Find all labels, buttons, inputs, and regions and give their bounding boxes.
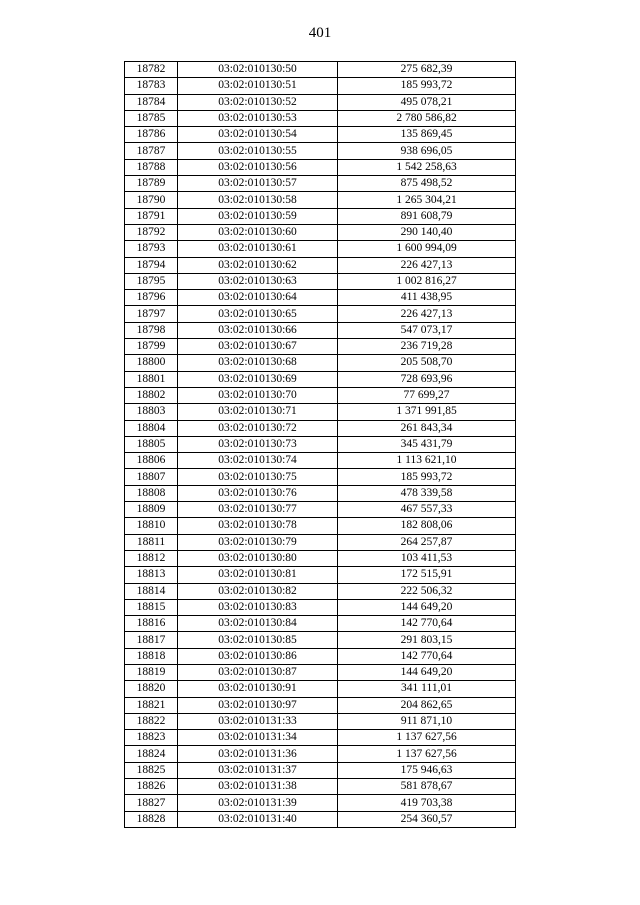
cadastral-number-cell: 03:02:010130:76: [178, 485, 338, 501]
table-row: [125, 534, 516, 550]
cadastral-number-cell: 03:02:010130:91: [178, 681, 338, 697]
cadastral-number-cell: 03:02:010130:67: [178, 339, 338, 355]
table-row: [125, 502, 516, 518]
row-number-cell: 18819: [125, 664, 178, 680]
cadastral-number-cell: 03:02:010130:54: [178, 127, 338, 143]
table-row: [125, 404, 516, 420]
row-number-cell: 18813: [125, 567, 178, 583]
cadastral-number-cell: 03:02:010130:73: [178, 436, 338, 452]
table-row: [125, 290, 516, 306]
table-row: [125, 632, 516, 648]
row-number-cell: 18817: [125, 632, 178, 648]
row-number-cell: 18803: [125, 404, 178, 420]
row-number-cell: 18814: [125, 583, 178, 599]
row-number-cell: 18783: [125, 78, 178, 94]
cadastral-number-cell: 03:02:010130:82: [178, 583, 338, 599]
value-cell: 226 427,13: [338, 257, 516, 273]
table-row: [125, 469, 516, 485]
cadastral-number-cell: 03:02:010130:61: [178, 241, 338, 257]
value-cell: 478 339,58: [338, 485, 516, 501]
value-cell: 1 265 304,21: [338, 192, 516, 208]
row-number-cell: 18791: [125, 208, 178, 224]
cadastral-number-cell: 03:02:010130:66: [178, 322, 338, 338]
value-cell: 185 993,72: [338, 469, 516, 485]
table-row: [125, 599, 516, 615]
value-cell: 236 719,28: [338, 339, 516, 355]
table-row: [125, 176, 516, 192]
table-row: [125, 518, 516, 534]
value-cell: 77 699,27: [338, 387, 516, 403]
value-cell: 891 608,79: [338, 208, 516, 224]
value-cell: 172 515,91: [338, 567, 516, 583]
table-row: [125, 273, 516, 289]
table-row: [125, 224, 516, 240]
table-row: [125, 730, 516, 746]
value-cell: 411 438,95: [338, 290, 516, 306]
table-row: [125, 583, 516, 599]
cadastral-number-cell: 03:02:010130:55: [178, 143, 338, 159]
value-cell: 275 682,39: [338, 62, 516, 78]
value-cell: 1 600 994,09: [338, 241, 516, 257]
cadastral-number-cell: 03:02:010130:71: [178, 404, 338, 420]
value-cell: 467 557,33: [338, 502, 516, 518]
table-row: [125, 713, 516, 729]
value-cell: 222 506,32: [338, 583, 516, 599]
cadastral-number-cell: 03:02:010130:87: [178, 664, 338, 680]
row-number-cell: 18818: [125, 648, 178, 664]
value-cell: 728 693,96: [338, 371, 516, 387]
cadastral-table: [124, 61, 516, 828]
value-cell: 254 360,57: [338, 811, 516, 827]
row-number-cell: 18805: [125, 436, 178, 452]
table-row: [125, 371, 516, 387]
cadastral-number-cell: 03:02:010130:58: [178, 192, 338, 208]
cadastral-number-cell: 03:02:010130:85: [178, 632, 338, 648]
table-row: [125, 306, 516, 322]
value-cell: 226 427,13: [338, 306, 516, 322]
cadastral-number-cell: 03:02:010130:56: [178, 159, 338, 175]
table-row: [125, 697, 516, 713]
row-number-cell: 18822: [125, 713, 178, 729]
table-row: [125, 567, 516, 583]
table-row: [125, 387, 516, 403]
table-row: [125, 779, 516, 795]
table-body: [125, 62, 516, 828]
value-cell: 1 542 258,63: [338, 159, 516, 175]
table-row: [125, 453, 516, 469]
row-number-cell: 18796: [125, 290, 178, 306]
cadastral-number-cell: 03:02:010130:75: [178, 469, 338, 485]
value-cell: 204 862,65: [338, 697, 516, 713]
value-cell: 103 411,53: [338, 550, 516, 566]
row-number-cell: 18810: [125, 518, 178, 534]
table-row: [125, 339, 516, 355]
row-number-cell: 18808: [125, 485, 178, 501]
row-number-cell: 18799: [125, 339, 178, 355]
cadastral-number-cell: 03:02:010130:53: [178, 110, 338, 126]
value-cell: 290 140,40: [338, 224, 516, 240]
cadastral-number-cell: 03:02:010130:86: [178, 648, 338, 664]
table-row: [125, 616, 516, 632]
table-row: [125, 127, 516, 143]
row-number-cell: 18823: [125, 730, 178, 746]
row-number-cell: 18828: [125, 811, 178, 827]
row-number-cell: 18824: [125, 746, 178, 762]
value-cell: 144 649,20: [338, 664, 516, 680]
row-number-cell: 18815: [125, 599, 178, 615]
value-cell: 1 002 816,27: [338, 273, 516, 289]
table-row: [125, 746, 516, 762]
row-number-cell: 18821: [125, 697, 178, 713]
table-row: [125, 648, 516, 664]
table-row: [125, 241, 516, 257]
cadastral-number-cell: 03:02:010131:34: [178, 730, 338, 746]
row-number-cell: 18784: [125, 94, 178, 110]
row-number-cell: 18811: [125, 534, 178, 550]
row-number-cell: 18797: [125, 306, 178, 322]
row-number-cell: 18801: [125, 371, 178, 387]
value-cell: 875 498,52: [338, 176, 516, 192]
cadastral-number-cell: 03:02:010131:36: [178, 746, 338, 762]
cadastral-number-cell: 03:02:010131:39: [178, 795, 338, 811]
table-row: [125, 110, 516, 126]
value-cell: 938 696,05: [338, 143, 516, 159]
table-row: [125, 681, 516, 697]
row-number-cell: 18806: [125, 453, 178, 469]
value-cell: 142 770,64: [338, 616, 516, 632]
value-cell: 142 770,64: [338, 648, 516, 664]
cadastral-number-cell: 03:02:010131:40: [178, 811, 338, 827]
value-cell: 144 649,20: [338, 599, 516, 615]
cadastral-number-cell: 03:02:010130:78: [178, 518, 338, 534]
cadastral-number-cell: 03:02:010130:72: [178, 420, 338, 436]
cadastral-number-cell: 03:02:010130:60: [178, 224, 338, 240]
row-number-cell: 18804: [125, 420, 178, 436]
cadastral-number-cell: 03:02:010130:64: [178, 290, 338, 306]
cadastral-number-cell: 03:02:010130:77: [178, 502, 338, 518]
row-number-cell: 18788: [125, 159, 178, 175]
page-number: 401: [308, 25, 332, 41]
cadastral-number-cell: 03:02:010130:80: [178, 550, 338, 566]
row-number-cell: 18825: [125, 762, 178, 778]
table-row: [125, 257, 516, 273]
row-number-cell: 18789: [125, 176, 178, 192]
row-number-cell: 18807: [125, 469, 178, 485]
cadastral-number-cell: 03:02:010130:68: [178, 355, 338, 371]
table-row: [125, 143, 516, 159]
value-cell: 2 780 586,82: [338, 110, 516, 126]
cadastral-number-cell: 03:02:010130:52: [178, 94, 338, 110]
row-number-cell: 18782: [125, 62, 178, 78]
table-row: [125, 322, 516, 338]
row-number-cell: 18798: [125, 322, 178, 338]
table-row: [125, 664, 516, 680]
cadastral-number-cell: 03:02:010130:97: [178, 697, 338, 713]
cadastral-number-cell: 03:02:010130:62: [178, 257, 338, 273]
row-number-cell: 18816: [125, 616, 178, 632]
value-cell: 135 869,45: [338, 127, 516, 143]
value-cell: 581 878,67: [338, 779, 516, 795]
table-row: [125, 78, 516, 94]
table-row: [125, 420, 516, 436]
value-cell: 1 137 627,56: [338, 746, 516, 762]
value-cell: 185 993,72: [338, 78, 516, 94]
cadastral-number-cell: 03:02:010130:63: [178, 273, 338, 289]
cadastral-number-cell: 03:02:010130:79: [178, 534, 338, 550]
value-cell: 345 431,79: [338, 436, 516, 452]
row-number-cell: 18793: [125, 241, 178, 257]
row-number-cell: 18820: [125, 681, 178, 697]
value-cell: 182 808,06: [338, 518, 516, 534]
value-cell: 205 508,70: [338, 355, 516, 371]
cadastral-number-cell: 03:02:010130:74: [178, 453, 338, 469]
value-cell: 419 703,38: [338, 795, 516, 811]
row-number-cell: 18827: [125, 795, 178, 811]
cadastral-number-cell: 03:02:010131:33: [178, 713, 338, 729]
row-number-cell: 18786: [125, 127, 178, 143]
cadastral-number-cell: 03:02:010130:57: [178, 176, 338, 192]
table-row: [125, 94, 516, 110]
value-cell: 495 078,21: [338, 94, 516, 110]
table-row: [125, 355, 516, 371]
value-cell: 261 843,34: [338, 420, 516, 436]
table-row: [125, 208, 516, 224]
table-row: [125, 550, 516, 566]
row-number-cell: 18785: [125, 110, 178, 126]
value-cell: 291 803,15: [338, 632, 516, 648]
row-number-cell: 18812: [125, 550, 178, 566]
value-cell: 1 137 627,56: [338, 730, 516, 746]
row-number-cell: 18787: [125, 143, 178, 159]
cadastral-number-cell: 03:02:010130:51: [178, 78, 338, 94]
row-number-cell: 18794: [125, 257, 178, 273]
row-number-cell: 18809: [125, 502, 178, 518]
cadastral-number-cell: 03:02:010130:83: [178, 599, 338, 615]
cadastral-number-cell: 03:02:010130:65: [178, 306, 338, 322]
table-row: [125, 62, 516, 78]
row-number-cell: 18826: [125, 779, 178, 795]
value-cell: 1 113 621,10: [338, 453, 516, 469]
cadastral-number-cell: 03:02:010131:37: [178, 762, 338, 778]
value-cell: 1 371 991,85: [338, 404, 516, 420]
table-row: [125, 192, 516, 208]
value-cell: 341 111,01: [338, 681, 516, 697]
table-row: [125, 811, 516, 827]
value-cell: 547 073,17: [338, 322, 516, 338]
cadastral-number-cell: 03:02:010130:81: [178, 567, 338, 583]
table-row: [125, 159, 516, 175]
cadastral-number-cell: 03:02:010130:59: [178, 208, 338, 224]
row-number-cell: 18802: [125, 387, 178, 403]
value-cell: 911 871,10: [338, 713, 516, 729]
table-row: [125, 436, 516, 452]
cadastral-number-cell: 03:02:010130:69: [178, 371, 338, 387]
row-number-cell: 18800: [125, 355, 178, 371]
value-cell: 175 946,63: [338, 762, 516, 778]
cadastral-number-cell: 03:02:010130:84: [178, 616, 338, 632]
table-row: [125, 485, 516, 501]
table-row: [125, 762, 516, 778]
cadastral-number-cell: 03:02:010130:50: [178, 62, 338, 78]
table-row: [125, 795, 516, 811]
cadastral-number-cell: 03:02:010131:38: [178, 779, 338, 795]
value-cell: 264 257,87: [338, 534, 516, 550]
row-number-cell: 18792: [125, 224, 178, 240]
cadastral-number-cell: 03:02:010130:70: [178, 387, 338, 403]
row-number-cell: 18790: [125, 192, 178, 208]
row-number-cell: 18795: [125, 273, 178, 289]
